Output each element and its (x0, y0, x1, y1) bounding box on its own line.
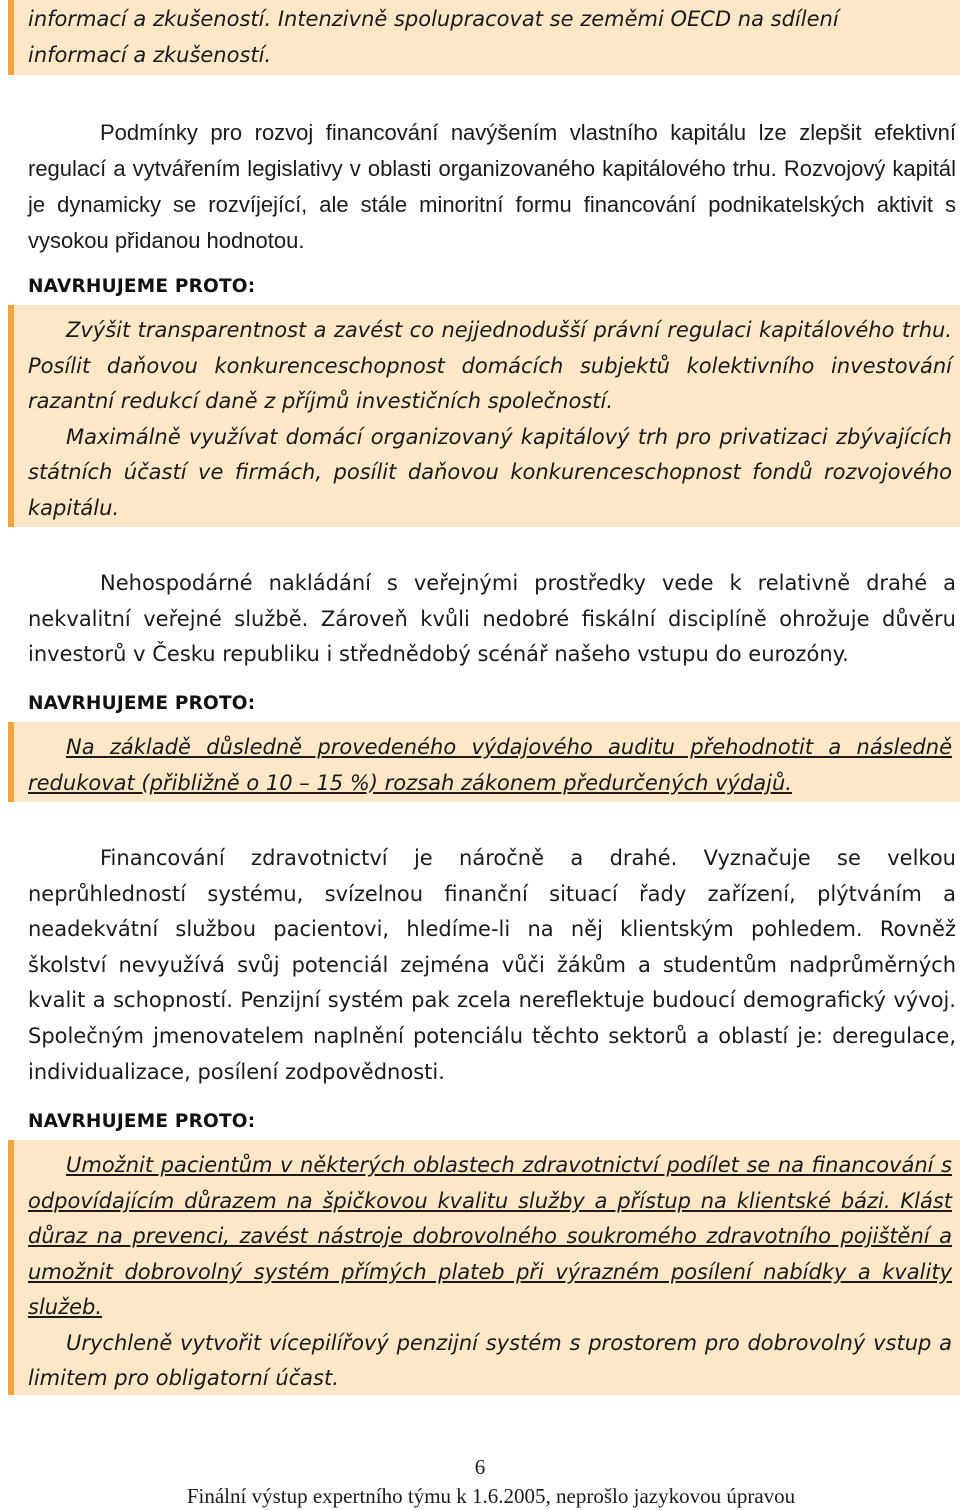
proposal-text: Zvýšit transparentnost a zavést co nejjednodušší právní regulaci kapitálového trhu. Posílit daňovou konkurenceschopnost domácích subjektů kolektivního investování razantní redukcí daně z příjmů investičních společností. (28, 318, 952, 413)
body-paragraph (28, 841, 956, 1090)
proposal-text: Maximálně využívat domácí organizovaný kapitálový trh pro privatizaci zbývajících státních účastí ve firmách, posílit daňovou konkurenceschopnost fondů rozvojového kapitálu. (28, 424, 952, 520)
proposal-text: Umožnit pacientům v některých oblastech zdravotnictví podílet se na financování s odpovídajícím důrazem na špičkovou kvalitu služby a přístup na klientské bázi. Klást důraz na prevenci, zavést nástroje dobrovolného soukromého zdravotního pojištění a umožnit dobrovolný systém přímých plateb při výrazném posílení nabídky a kvality služeb. (28, 1153, 952, 1319)
paragraph-text: Nehospodárné nakládání s veřejnými prostředky vede k relativně drahé a nekvalitní veřejné službě. Zároveň kvůli nedobré fiskální disciplíně ohrožuje důvěru investorů v Česku republiku i střednědobý scénář našeho vstupu do eurozóny. (28, 571, 956, 667)
callout-box-top (8, 0, 960, 75)
proposal-box-3 (8, 1140, 960, 1395)
section-heading: NAVRHUJEME PROTO: (28, 1111, 256, 1132)
proposal-box-1 (8, 305, 960, 527)
paragraph-text: Financování zdravotnictví je náročně a drahé. Vyznačuje se velkou neprůhledností systému, svízelnou finanční situací řady zařízení, plýtváním a neadekvátní službou pacientovi, hledíme-li na něj klientským pohledem. Rovněž školství nevyužívá svůj potenciál zejména vůči žákům a studentům nadprůměrných kvalit a schopností. Penzijní systém pak zcela nereflektuje budoucí demografický vývoj. Společným jmenovatelem naplnění potenciálu těchto sektorů a oblastí je: deregulace, individualizace, posílení zodpovědnosti. (28, 846, 956, 1084)
callout-line: informací a zkušeností. Intenzivně spolupracovat se zeměmi OECD na sdílení (28, 7, 839, 31)
callout-line: informací a zkušeností. (28, 42, 272, 67)
proposal-text: Na základě důsledně provedeného výdajového auditu přehodnotit a následně redukovat (přibližně o 10 – 15 %) rozsah zákonem předurčených výdajů. (28, 735, 952, 795)
paragraph-text: Podmínky pro rozvoj financování navýšením vlastního kapitálu lze zlepšit efektivní regulací a vytvářením legislativy v oblasti organizovaného kapitálového trhu. Rozvojový kapitál je dynamicky se rozvíjející, ale stále minoritní formu financování podnikatelských aktivit s vysokou přidanou hodnotou. (28, 120, 956, 253)
proposal-box-2 (8, 722, 960, 802)
footer-text: Finální výstup expertního týmu k 1.6.2005, neprošlo jazykovou úpravou (186, 1484, 796, 1508)
body-paragraph (28, 115, 956, 259)
proposal-text: Urychleně vytvořit vícepilířový penzijní systém s prostorem pro dobrovolný vstup a limitem pro obligatorní účast. (28, 1330, 952, 1390)
body-paragraph (28, 566, 956, 673)
page-number: 6 (474, 1455, 486, 1479)
section-heading: NAVRHUJEME PROTO: (28, 693, 256, 714)
section-heading: NAVRHUJEME PROTO: (28, 276, 256, 297)
